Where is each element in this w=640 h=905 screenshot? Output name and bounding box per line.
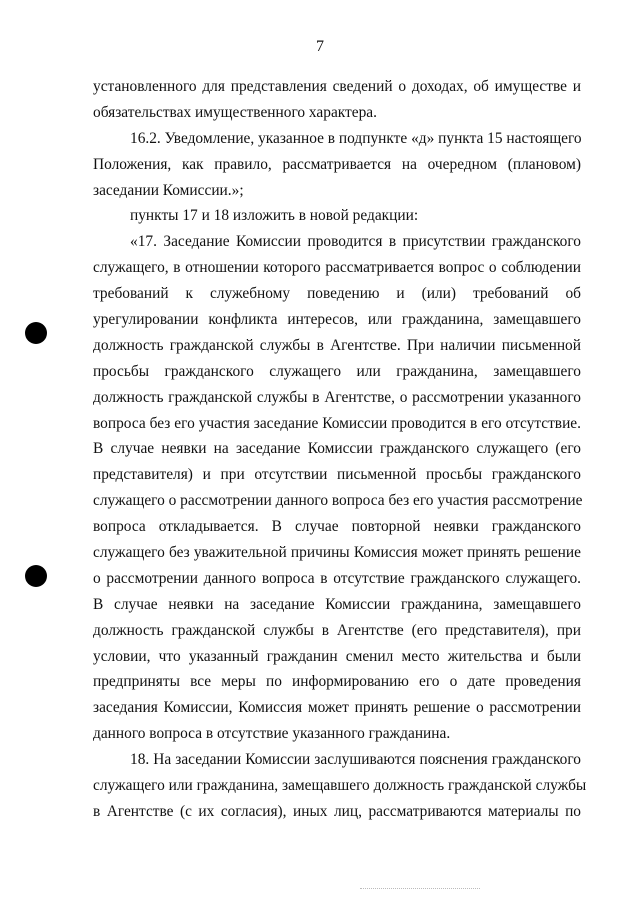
text-line: вопроса откладывается. В случае повторной неявки гражданского	[93, 518, 581, 536]
scan-edge-mark	[360, 888, 480, 889]
text-line: должность гражданской службы в Агентстве, о рассмотрении указанного	[93, 388, 581, 406]
punch-hole-mark	[25, 322, 47, 344]
page-number: 7	[316, 38, 324, 55]
text-line: 18. На заседании Комиссии заслушиваются пояснения гражданского	[130, 751, 581, 769]
text-line: В случае неявки на заседание Комиссии гражданина, замещавшего	[93, 595, 581, 613]
text-line: Положения, как правило, рассматривается на очередном (плановом)	[93, 155, 581, 173]
text-line: пункты 17 и 18 изложить в новой редакции:	[130, 207, 419, 225]
text-line: «17. Заседание Комиссии проводится в присутствии гражданского	[130, 233, 581, 251]
text-line: представителя) и при отсутствии письменной просьбы гражданского	[93, 466, 581, 484]
text-line: требований к служебному поведению и (или) требований об	[93, 285, 581, 303]
text-line: 16.2. Уведомление, указанное в подпункте «д» пункта 15 настоящего	[130, 129, 582, 147]
text-line: служащего без уважительной причины Комиссия может принять решение	[93, 544, 581, 562]
text-line: данного вопроса в отсутствие указанного гражданина.	[93, 725, 451, 743]
text-line: вопроса без его участия заседание Комиссии проводится в его отсутствие.	[93, 414, 581, 432]
text-line: предприняты все меры по информированию его о дате проведения	[93, 673, 581, 691]
text-line: в Агентстве (с их согласия), иных лиц, рассматриваются материалы по	[93, 802, 581, 820]
punch-hole-mark	[25, 565, 47, 587]
text-line: просьбы гражданского служащего или гражданина, замещавшего	[93, 362, 581, 380]
text-line: установленного для представления сведений о доходах, об имуществе и	[93, 78, 581, 95]
text-line: должность гражданской службы в Агентстве (его представителя), при	[93, 621, 581, 639]
text-line: условии, что указанный гражданин сменил место жительства и были	[93, 647, 581, 665]
document-body	[93, 74, 587, 825]
text-line: заседании Комиссии.»;	[93, 181, 244, 199]
text-line: урегулировании конфликта интересов, или гражданина, замещавшего	[93, 311, 581, 329]
text-line: служащего или гражданина, замещавшего должность гражданской службы	[93, 777, 587, 795]
text-line: служащего о рассмотрении данного вопроса без его участия рассмотрение	[93, 492, 583, 510]
text-line: В случае неявки на заседание Комиссии гражданского служащего (его	[93, 440, 581, 458]
text-line: должность гражданской службы в Агентстве. При наличии письменной	[93, 336, 581, 354]
text-line: обязательствах имущественного характера.	[93, 103, 377, 121]
text-line: о рассмотрении данного вопроса в отсутствие гражданского служащего.	[93, 569, 581, 587]
text-line: заседания Комиссии, Комиссия может принять решение о рассмотрении	[93, 699, 581, 717]
text-line: служащего, в отношении которого рассматривается вопрос о соблюдении	[93, 259, 581, 277]
